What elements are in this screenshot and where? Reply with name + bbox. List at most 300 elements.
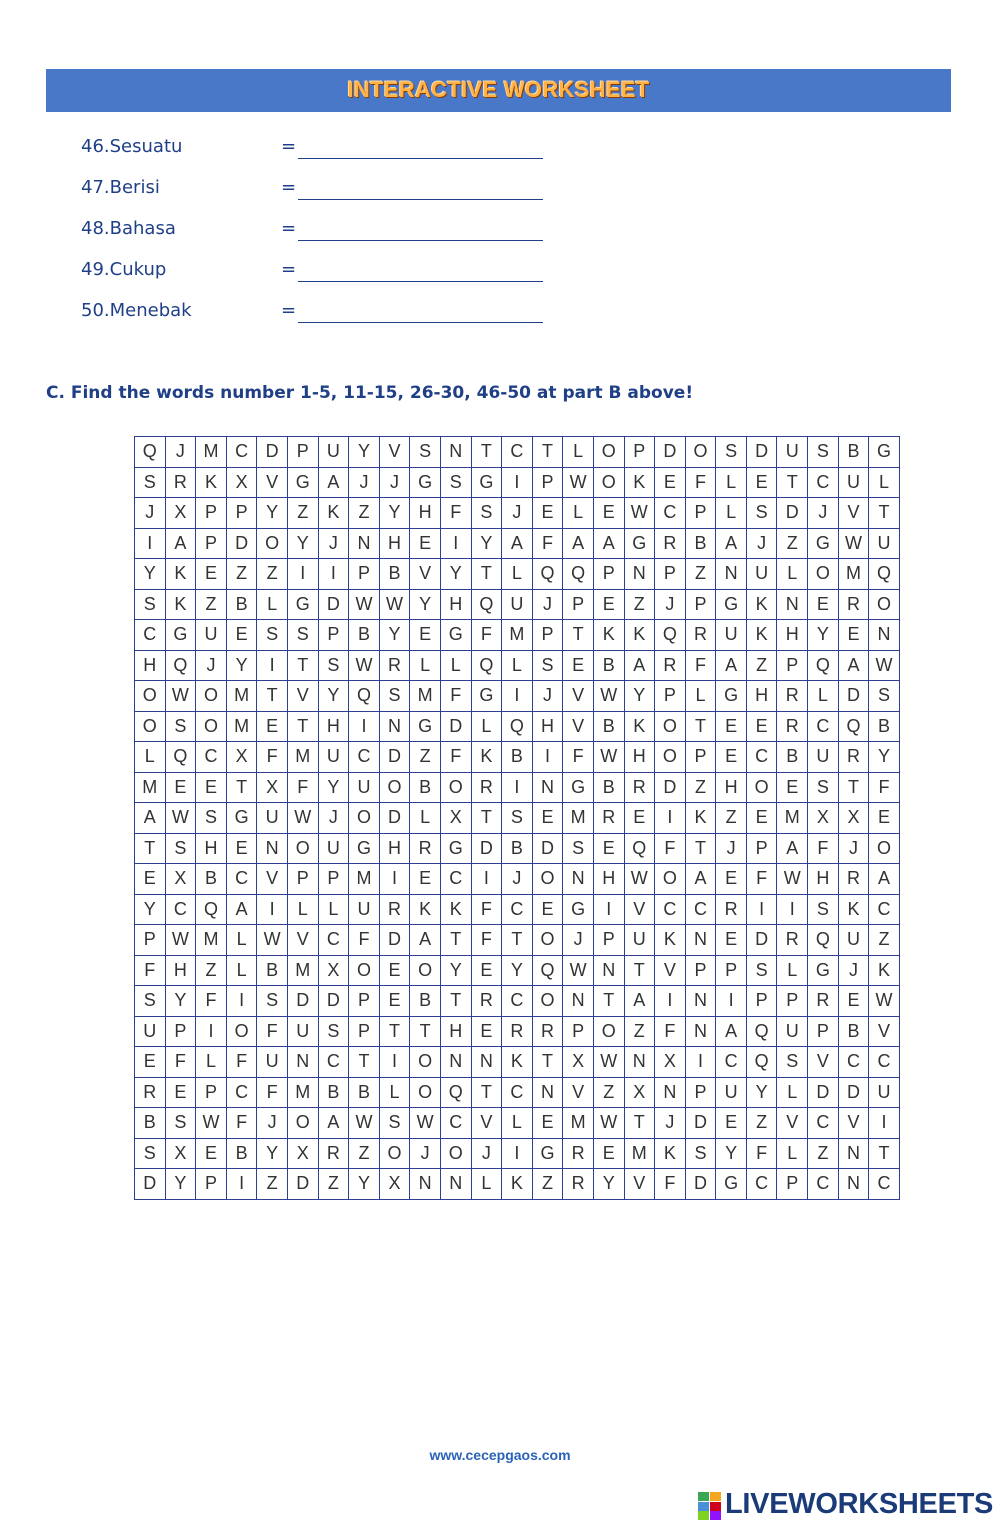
grid-cell[interactable]: N [349,528,380,559]
grid-cell[interactable]: U [349,894,380,925]
grid-cell[interactable]: N [440,437,471,468]
grid-cell[interactable]: P [746,833,777,864]
grid-cell[interactable]: Q [196,894,227,925]
grid-cell[interactable]: B [685,528,716,559]
grid-cell[interactable]: B [349,1077,380,1108]
grid-cell[interactable]: G [869,437,900,468]
grid-cell[interactable]: Q [502,711,533,742]
grid-cell[interactable]: D [379,742,410,773]
grid-cell[interactable]: C [196,742,227,773]
grid-cell[interactable]: S [257,620,288,651]
grid-cell[interactable]: D [287,986,318,1017]
grid-cell[interactable]: P [287,437,318,468]
grid-cell[interactable]: K [410,894,441,925]
grid-cell[interactable]: E [838,986,869,1017]
grid-cell[interactable]: K [593,620,624,651]
grid-cell[interactable]: O [655,711,686,742]
grid-cell[interactable]: I [471,864,502,895]
grid-cell[interactable]: L [318,894,349,925]
grid-cell[interactable]: N [257,833,288,864]
grid-cell[interactable]: S [257,986,288,1017]
grid-cell[interactable]: Z [349,1138,380,1169]
grid-cell[interactable]: G [563,894,594,925]
grid-cell[interactable]: C [502,986,533,1017]
grid-cell[interactable]: V [563,681,594,712]
grid-cell[interactable]: T [624,1108,655,1139]
grid-cell[interactable]: G [165,620,196,651]
grid-cell[interactable]: L [502,1108,533,1139]
grid-cell[interactable]: M [777,803,808,834]
grid-cell[interactable]: K [685,803,716,834]
grid-cell[interactable]: Z [318,1169,349,1200]
grid-cell[interactable]: V [655,955,686,986]
grid-cell[interactable]: S [746,498,777,529]
grid-cell[interactable]: W [165,681,196,712]
grid-cell[interactable]: U [869,528,900,559]
grid-cell[interactable]: X [226,467,257,498]
grid-cell[interactable]: Y [318,772,349,803]
grid-cell[interactable]: L [226,955,257,986]
grid-cell[interactable]: Z [808,1138,839,1169]
grid-cell[interactable]: O [869,833,900,864]
grid-cell[interactable]: L [410,803,441,834]
grid-cell[interactable]: H [624,742,655,773]
grid-cell[interactable]: C [349,742,380,773]
grid-cell[interactable]: C [746,742,777,773]
grid-cell[interactable]: Q [563,559,594,590]
grid-cell[interactable]: L [471,1169,502,1200]
grid-cell[interactable]: F [165,1047,196,1078]
grid-cell[interactable]: W [410,1108,441,1139]
grid-cell[interactable]: P [685,498,716,529]
grid-cell[interactable]: S [318,650,349,681]
grid-cell[interactable]: V [624,1169,655,1200]
grid-cell[interactable]: H [532,711,563,742]
grid-cell[interactable]: U [318,833,349,864]
grid-cell[interactable]: E [746,803,777,834]
grid-cell[interactable]: H [593,864,624,895]
grid-cell[interactable]: L [777,955,808,986]
grid-cell[interactable]: Z [746,650,777,681]
grid-cell[interactable]: Z [624,1016,655,1047]
grid-cell[interactable]: Y [716,1138,747,1169]
grid-cell[interactable]: J [135,498,166,529]
grid-cell[interactable]: O [287,833,318,864]
grid-cell[interactable]: T [471,1077,502,1108]
grid-cell[interactable]: M [838,559,869,590]
grid-cell[interactable]: I [716,986,747,1017]
grid-cell[interactable]: Y [440,955,471,986]
grid-cell[interactable]: E [746,467,777,498]
grid-cell[interactable]: I [685,1047,716,1078]
grid-cell[interactable]: R [318,1138,349,1169]
grid-cell[interactable]: F [685,650,716,681]
grid-cell[interactable]: C [838,1047,869,1078]
grid-cell[interactable]: S [685,1138,716,1169]
grid-cell[interactable]: S [440,467,471,498]
grid-cell[interactable]: T [563,620,594,651]
grid-cell[interactable]: X [287,1138,318,1169]
grid-cell[interactable]: F [226,1047,257,1078]
grid-cell[interactable]: T [838,772,869,803]
grid-cell[interactable]: P [196,1077,227,1108]
grid-cell[interactable]: U [838,925,869,956]
grid-cell[interactable]: Y [165,1169,196,1200]
grid-cell[interactable]: O [135,711,166,742]
grid-cell[interactable]: Q [532,955,563,986]
grid-cell[interactable]: P [716,955,747,986]
grid-cell[interactable]: G [624,528,655,559]
grid-cell[interactable]: C [318,1047,349,1078]
grid-cell[interactable]: F [349,925,380,956]
grid-cell[interactable]: P [777,650,808,681]
grid-cell[interactable]: E [257,711,288,742]
grid-cell[interactable]: O [808,559,839,590]
grid-cell[interactable]: P [318,864,349,895]
grid-cell[interactable]: H [318,711,349,742]
grid-cell[interactable]: U [869,1077,900,1108]
grid-cell[interactable]: B [838,437,869,468]
grid-cell[interactable]: Q [471,650,502,681]
grid-cell[interactable]: S [379,681,410,712]
grid-cell[interactable]: J [257,1108,288,1139]
grid-cell[interactable]: Q [532,559,563,590]
grid-cell[interactable]: D [777,498,808,529]
grid-cell[interactable]: J [196,650,227,681]
grid-cell[interactable]: G [716,681,747,712]
grid-cell[interactable]: Z [716,803,747,834]
grid-cell[interactable]: C [716,1047,747,1078]
grid-cell[interactable]: M [226,711,257,742]
grid-cell[interactable]: N [593,955,624,986]
grid-cell[interactable]: E [716,1108,747,1139]
grid-cell[interactable]: Z [196,589,227,620]
grid-cell[interactable]: M [624,1138,655,1169]
grid-cell[interactable]: P [532,620,563,651]
grid-cell[interactable]: U [716,620,747,651]
grid-cell[interactable]: Y [165,986,196,1017]
grid-cell[interactable]: Z [257,1169,288,1200]
grid-cell[interactable]: X [563,1047,594,1078]
grid-cell[interactable]: T [471,803,502,834]
grid-cell[interactable]: A [318,467,349,498]
grid-cell[interactable]: I [655,986,686,1017]
grid-cell[interactable]: D [655,772,686,803]
grid-cell[interactable]: O [869,589,900,620]
grid-cell[interactable]: C [502,437,533,468]
grid-cell[interactable]: L [287,894,318,925]
grid-cell[interactable]: A [777,833,808,864]
grid-cell[interactable]: K [655,925,686,956]
grid-cell[interactable]: I [502,681,533,712]
grid-cell[interactable]: R [563,1169,594,1200]
grid-cell[interactable]: S [746,955,777,986]
grid-cell[interactable]: Y [624,681,655,712]
grid-cell[interactable]: P [349,559,380,590]
grid-cell[interactable]: B [135,1108,166,1139]
grid-cell[interactable]: V [379,437,410,468]
grid-cell[interactable]: Z [349,498,380,529]
grid-cell[interactable]: H [440,1016,471,1047]
grid-cell[interactable]: L [777,559,808,590]
grid-cell[interactable]: B [502,833,533,864]
grid-cell[interactable]: V [808,1047,839,1078]
grid-cell[interactable]: W [624,864,655,895]
grid-cell[interactable]: C [808,711,839,742]
grid-cell[interactable]: P [135,925,166,956]
grid-cell[interactable]: F [471,925,502,956]
grid-cell[interactable]: P [777,1169,808,1200]
grid-cell[interactable]: O [349,955,380,986]
grid-cell[interactable]: U [624,925,655,956]
grid-cell[interactable]: N [532,1077,563,1108]
grid-cell[interactable]: C [440,864,471,895]
grid-cell[interactable]: N [410,1169,441,1200]
grid-cell[interactable]: D [532,833,563,864]
grid-cell[interactable]: S [471,498,502,529]
grid-cell[interactable]: W [165,925,196,956]
grid-cell[interactable]: L [563,498,594,529]
grid-cell[interactable]: M [135,772,166,803]
grid-cell[interactable]: E [593,498,624,529]
grid-cell[interactable]: V [777,1108,808,1139]
grid-cell[interactable]: T [532,1047,563,1078]
grid-cell[interactable]: K [440,894,471,925]
grid-cell[interactable]: R [655,528,686,559]
grid-cell[interactable]: W [838,528,869,559]
grid-cell[interactable]: H [379,528,410,559]
grid-cell[interactable]: J [502,864,533,895]
grid-cell[interactable]: E [165,772,196,803]
grid-cell[interactable]: E [410,528,441,559]
grid-cell[interactable]: B [196,864,227,895]
grid-cell[interactable]: V [287,681,318,712]
grid-cell[interactable]: N [624,559,655,590]
grid-cell[interactable]: B [226,589,257,620]
grid-cell[interactable]: E [655,467,686,498]
grid-cell[interactable]: A [624,650,655,681]
grid-cell[interactable]: F [655,1016,686,1047]
grid-cell[interactable]: D [746,925,777,956]
grid-cell[interactable]: L [808,681,839,712]
grid-cell[interactable]: S [808,894,839,925]
grid-cell[interactable]: Q [655,620,686,651]
grid-cell[interactable]: I [226,1169,257,1200]
grid-cell[interactable]: J [532,681,563,712]
grid-cell[interactable]: Z [777,528,808,559]
grid-cell[interactable]: M [349,864,380,895]
grid-cell[interactable]: G [410,711,441,742]
grid-cell[interactable]: V [257,467,288,498]
grid-cell[interactable]: B [593,711,624,742]
grid-cell[interactable]: T [471,437,502,468]
grid-cell[interactable]: E [532,498,563,529]
grid-cell[interactable]: U [257,803,288,834]
grid-cell[interactable]: D [808,1077,839,1108]
grid-cell[interactable]: E [838,620,869,651]
grid-cell[interactable]: K [838,894,869,925]
grid-cell[interactable]: Y [410,589,441,620]
grid-cell[interactable]: Z [257,559,288,590]
grid-cell[interactable]: A [869,864,900,895]
grid-cell[interactable]: O [532,864,563,895]
grid-cell[interactable]: R [410,833,441,864]
grid-cell[interactable]: X [379,1169,410,1200]
grid-cell[interactable]: B [593,772,624,803]
grid-cell[interactable]: F [471,894,502,925]
grid-cell[interactable]: C [440,1108,471,1139]
grid-cell[interactable]: B [593,650,624,681]
grid-cell[interactable]: G [410,467,441,498]
grid-cell[interactable]: U [349,772,380,803]
grid-cell[interactable]: G [349,833,380,864]
grid-cell[interactable]: A [716,528,747,559]
grid-cell[interactable]: N [655,1077,686,1108]
grid-cell[interactable]: H [410,498,441,529]
grid-cell[interactable]: E [410,864,441,895]
grid-cell[interactable]: C [869,894,900,925]
grid-cell[interactable]: M [196,437,227,468]
grid-cell[interactable]: X [655,1047,686,1078]
answer-blank[interactable] [298,322,543,323]
grid-cell[interactable]: Y [135,559,166,590]
grid-cell[interactable]: Z [746,1108,777,1139]
grid-cell[interactable]: F [746,864,777,895]
grid-cell[interactable]: O [655,742,686,773]
grid-cell[interactable]: W [349,650,380,681]
grid-cell[interactable]: O [410,1047,441,1078]
grid-cell[interactable]: M [410,681,441,712]
grid-cell[interactable]: C [226,1077,257,1108]
grid-cell[interactable]: M [502,620,533,651]
grid-cell[interactable]: P [808,1016,839,1047]
grid-cell[interactable]: Q [440,1077,471,1108]
grid-cell[interactable]: O [410,955,441,986]
grid-cell[interactable]: R [593,803,624,834]
grid-cell[interactable]: E [379,955,410,986]
grid-cell[interactable]: N [624,1047,655,1078]
grid-cell[interactable]: A [502,528,533,559]
grid-cell[interactable]: S [808,772,839,803]
grid-cell[interactable]: F [655,1169,686,1200]
grid-cell[interactable]: O [440,1138,471,1169]
grid-cell[interactable]: L [257,589,288,620]
grid-cell[interactable]: Z [226,559,257,590]
grid-cell[interactable]: N [838,1169,869,1200]
grid-cell[interactable]: L [563,437,594,468]
grid-cell[interactable]: V [563,711,594,742]
grid-cell[interactable]: W [869,986,900,1017]
grid-cell[interactable]: P [165,1016,196,1047]
grid-cell[interactable]: I [349,711,380,742]
grid-cell[interactable]: O [532,986,563,1017]
grid-cell[interactable]: V [471,1108,502,1139]
grid-cell[interactable]: A [593,528,624,559]
grid-cell[interactable]: F [287,772,318,803]
grid-cell[interactable]: Q [746,1016,777,1047]
grid-cell[interactable]: I [869,1108,900,1139]
grid-cell[interactable]: G [716,589,747,620]
grid-cell[interactable]: N [563,864,594,895]
grid-cell[interactable]: P [685,1077,716,1108]
grid-cell[interactable]: T [287,650,318,681]
grid-cell[interactable]: C [226,437,257,468]
grid-cell[interactable]: Y [257,498,288,529]
grid-cell[interactable]: Z [196,955,227,986]
grid-cell[interactable]: T [349,1047,380,1078]
grid-cell[interactable]: U [838,467,869,498]
grid-cell[interactable]: P [746,986,777,1017]
grid-cell[interactable]: N [685,925,716,956]
grid-cell[interactable]: K [869,955,900,986]
answer-blank[interactable] [298,281,543,282]
grid-cell[interactable]: E [471,1016,502,1047]
grid-cell[interactable]: I [502,772,533,803]
grid-cell[interactable]: D [440,711,471,742]
grid-cell[interactable]: B [838,1016,869,1047]
grid-cell[interactable]: F [808,833,839,864]
grid-cell[interactable]: B [379,559,410,590]
grid-cell[interactable]: C [318,925,349,956]
grid-cell[interactable]: T [226,772,257,803]
grid-cell[interactable]: J [838,955,869,986]
grid-cell[interactable]: R [838,864,869,895]
grid-cell[interactable]: K [502,1169,533,1200]
grid-cell[interactable]: Y [746,1077,777,1108]
grid-cell[interactable]: J [165,437,196,468]
grid-cell[interactable]: J [349,467,380,498]
grid-cell[interactable]: T [440,986,471,1017]
grid-cell[interactable]: K [746,589,777,620]
grid-cell[interactable]: P [196,528,227,559]
grid-cell[interactable]: E [746,711,777,742]
grid-cell[interactable]: N [440,1047,471,1078]
grid-cell[interactable]: B [226,1138,257,1169]
grid-cell[interactable]: E [563,650,594,681]
grid-cell[interactable]: L [869,467,900,498]
grid-cell[interactable]: O [440,772,471,803]
grid-cell[interactable]: U [808,742,839,773]
grid-cell[interactable]: W [593,1108,624,1139]
grid-cell[interactable]: U [318,742,349,773]
grid-cell[interactable]: C [502,894,533,925]
grid-cell[interactable]: U [777,1016,808,1047]
grid-cell[interactable]: W [349,589,380,620]
grid-cell[interactable]: G [808,528,839,559]
grid-cell[interactable]: Y [379,620,410,651]
grid-cell[interactable]: Z [287,498,318,529]
grid-cell[interactable]: P [655,681,686,712]
footer-url[interactable]: www.cecepgaos.com [429,1447,571,1463]
grid-cell[interactable]: Y [808,620,839,651]
grid-cell[interactable]: N [685,1016,716,1047]
grid-cell[interactable]: I [532,742,563,773]
grid-cell[interactable]: K [624,711,655,742]
grid-cell[interactable]: A [135,803,166,834]
grid-cell[interactable]: O [655,864,686,895]
grid-cell[interactable]: K [502,1047,533,1078]
grid-cell[interactable]: V [410,559,441,590]
grid-cell[interactable]: J [379,467,410,498]
grid-cell[interactable]: Y [349,1169,380,1200]
grid-cell[interactable]: R [777,681,808,712]
grid-cell[interactable]: E [410,620,441,651]
grid-cell[interactable]: L [196,1047,227,1078]
grid-cell[interactable]: H [716,772,747,803]
grid-cell[interactable]: L [777,1077,808,1108]
grid-cell[interactable]: H [196,833,227,864]
grid-cell[interactable]: A [685,864,716,895]
